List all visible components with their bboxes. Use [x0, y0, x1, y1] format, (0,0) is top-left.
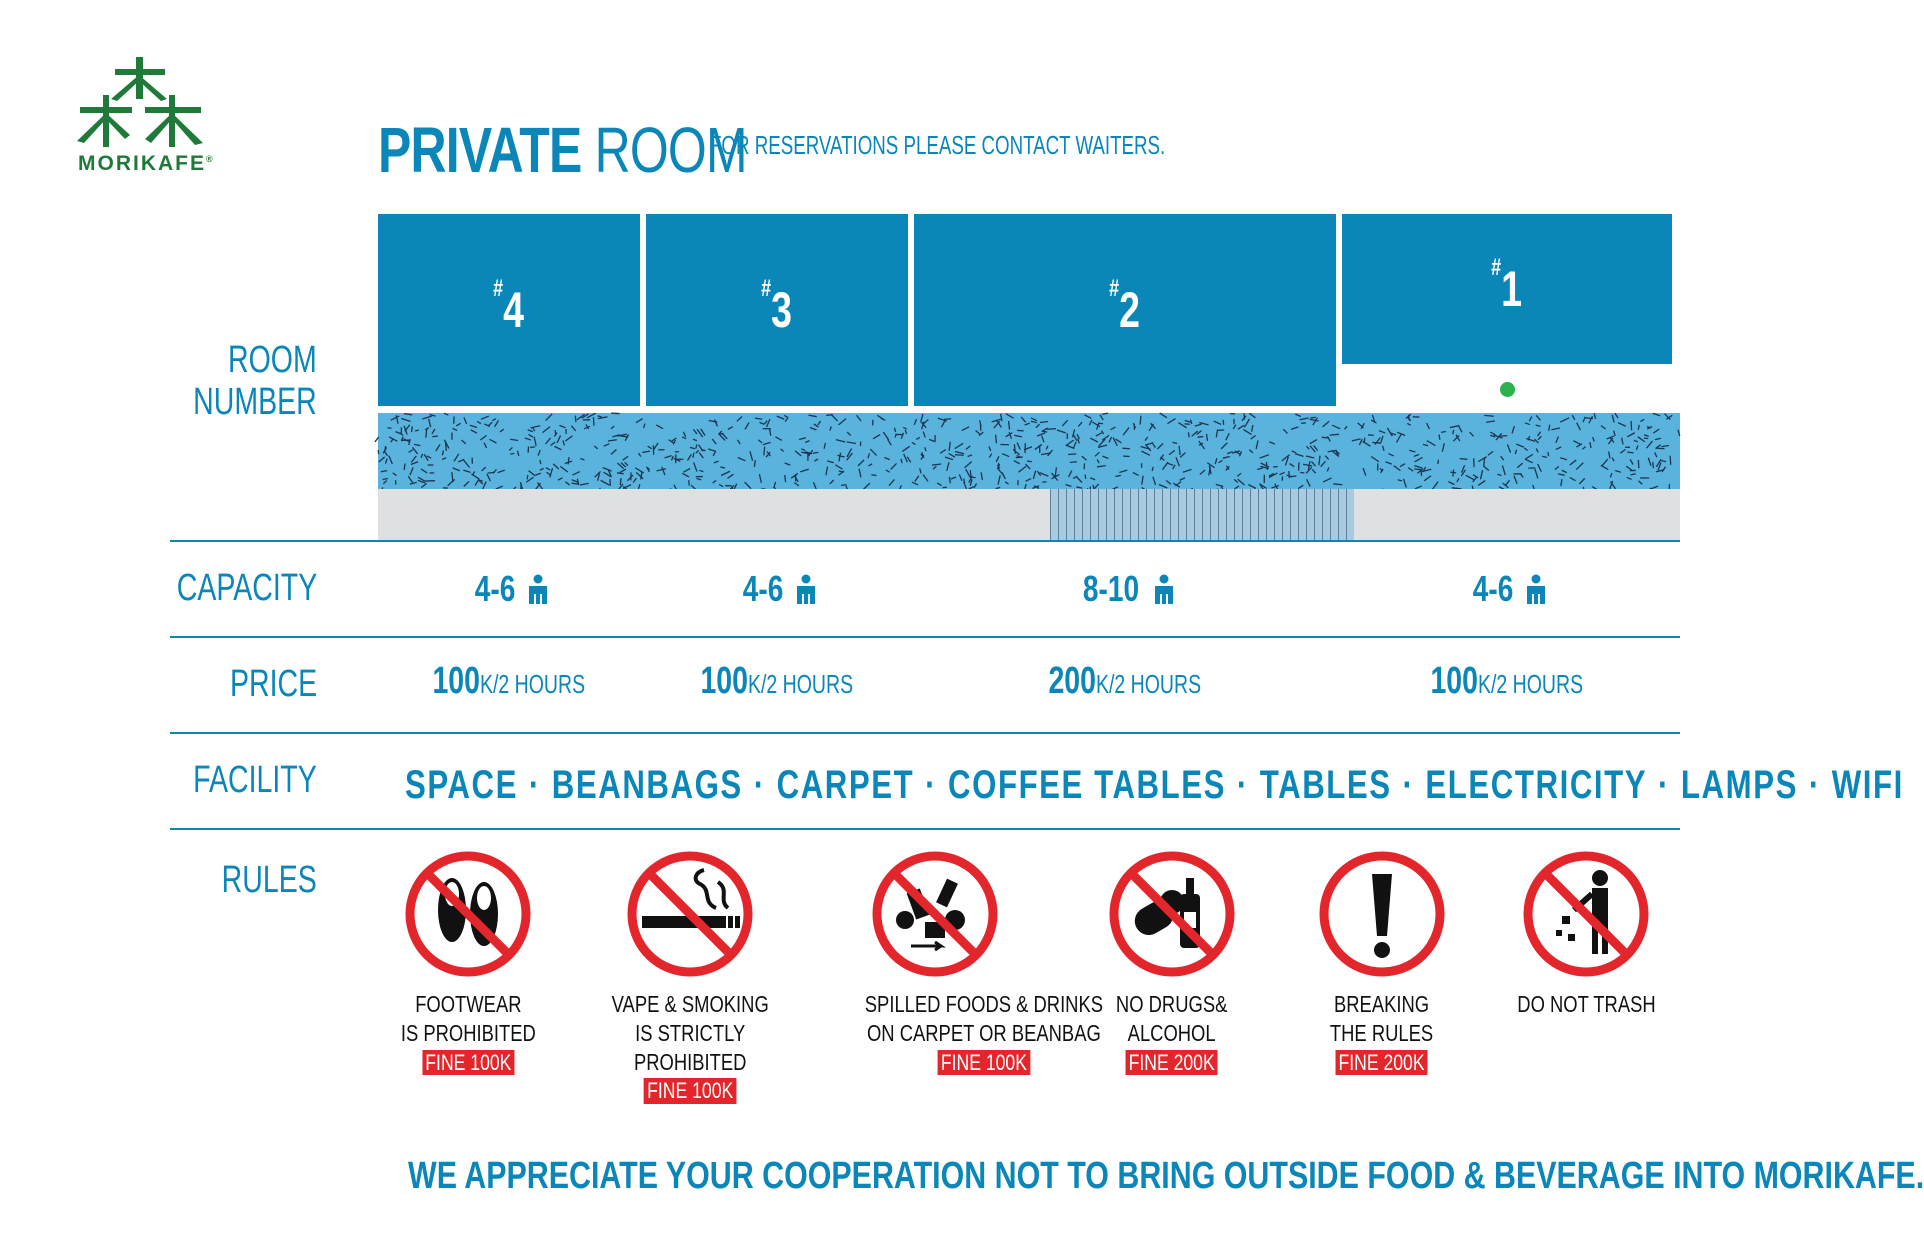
rule-drugs-alcohol: NO DRUGS& ALCOHOL FINE 200K — [1072, 850, 1272, 1076]
rule-spilled: SPILLED FOODS & DRINKS ON CARPET OR BEANBAG FINE 100K — [835, 850, 1035, 1076]
person-icon — [1525, 574, 1547, 604]
status-dot — [1500, 382, 1515, 397]
facility-item: LAMPS — [1680, 763, 1798, 807]
no-drugs-alcohol-icon — [1108, 850, 1236, 978]
facility-separator: · — [1236, 763, 1249, 807]
warning-icon — [1318, 850, 1446, 978]
facility-separator: · — [925, 763, 938, 807]
person-icon — [795, 574, 817, 604]
capacity-room-2: 8-10 — [914, 565, 1336, 613]
facility-item: CARPET — [776, 763, 915, 807]
facility-separator: · — [1658, 763, 1671, 807]
capacity-room-3: 4-6 — [646, 565, 908, 613]
capacity-room-4: 4-6 — [378, 565, 640, 613]
facility-item: BEANBAGS — [551, 763, 743, 807]
forest-logo-icon — [75, 55, 205, 150]
facility-separator: · — [528, 763, 541, 807]
person-icon — [1153, 574, 1175, 604]
morikafe-logo — [75, 55, 205, 150]
brand-name: MORIKAFE® — [78, 152, 215, 175]
page-title: PRIVATE ROOM — [378, 114, 747, 186]
price-room-4: 100K/2 HOURS — [432, 660, 586, 702]
room-number-label: ROOM NUMBER — [193, 339, 317, 423]
facility-label: FACILITY — [193, 759, 317, 801]
facility-separator: · — [753, 763, 766, 807]
facility-item: WIFI — [1831, 763, 1904, 807]
price-room-1: 100K/2 HOURS — [1430, 660, 1584, 702]
capacity-room-1: 4-6 — [1342, 565, 1672, 613]
rule-footwear: FOOTWEAR IS PROHIBITED FINE 100K — [368, 850, 568, 1076]
floor-strip — [378, 489, 1680, 542]
room-3-block[interactable]: #3 — [646, 214, 908, 406]
no-smoking-icon — [626, 850, 754, 978]
facility-item: ELECTRICITY — [1425, 763, 1648, 807]
capacity-label: CAPACITY — [176, 567, 317, 609]
texture-pattern — [378, 413, 1680, 489]
page-subtitle: FOR RESERVATIONS PLEASE CONTACT WAITERS. — [710, 130, 1166, 160]
rule-smoking: VAPE & SMOKING IS STRICTLY PROHIBITED FINE 100K — [590, 850, 790, 1105]
facility-separator: · — [1808, 763, 1821, 807]
rule-breaking: BREAKING THE RULES FINE 200K — [1282, 850, 1482, 1076]
rule-trash: DO NOT TRASH — [1486, 850, 1686, 1019]
no-littering-icon — [1522, 850, 1650, 978]
facility-separator: · — [1402, 763, 1415, 807]
price-label: PRICE — [229, 663, 317, 705]
divider — [170, 540, 1680, 542]
room-1-block[interactable]: #1 — [1342, 214, 1672, 364]
footer-note: WE APPRECIATE YOUR COOPERATION NOT TO BRING OUTSIDE FOOD & BEVERAGE INTO MORIKAFE. — [408, 1155, 1924, 1197]
no-spill-icon — [871, 850, 999, 978]
divider — [170, 636, 1680, 638]
divider — [170, 828, 1680, 830]
price-room-3: 100K/2 HOURS — [700, 660, 854, 702]
room-4-block[interactable]: #4 — [378, 214, 640, 406]
facility-item: COFFEE TABLES — [948, 763, 1226, 807]
divider — [170, 732, 1680, 734]
facility-item: SPACE — [405, 763, 518, 807]
price-room-2: 200K/2 HOURS — [1048, 660, 1202, 702]
facility-item: TABLES — [1259, 763, 1392, 807]
rules-label: RULES — [221, 859, 317, 901]
door-stripes — [1050, 489, 1354, 542]
person-icon — [527, 574, 549, 604]
no-footwear-icon — [404, 850, 532, 978]
room-2-block[interactable]: #2 — [914, 214, 1336, 406]
carpet-texture — [378, 413, 1680, 489]
facility-list — [405, 763, 1904, 808]
